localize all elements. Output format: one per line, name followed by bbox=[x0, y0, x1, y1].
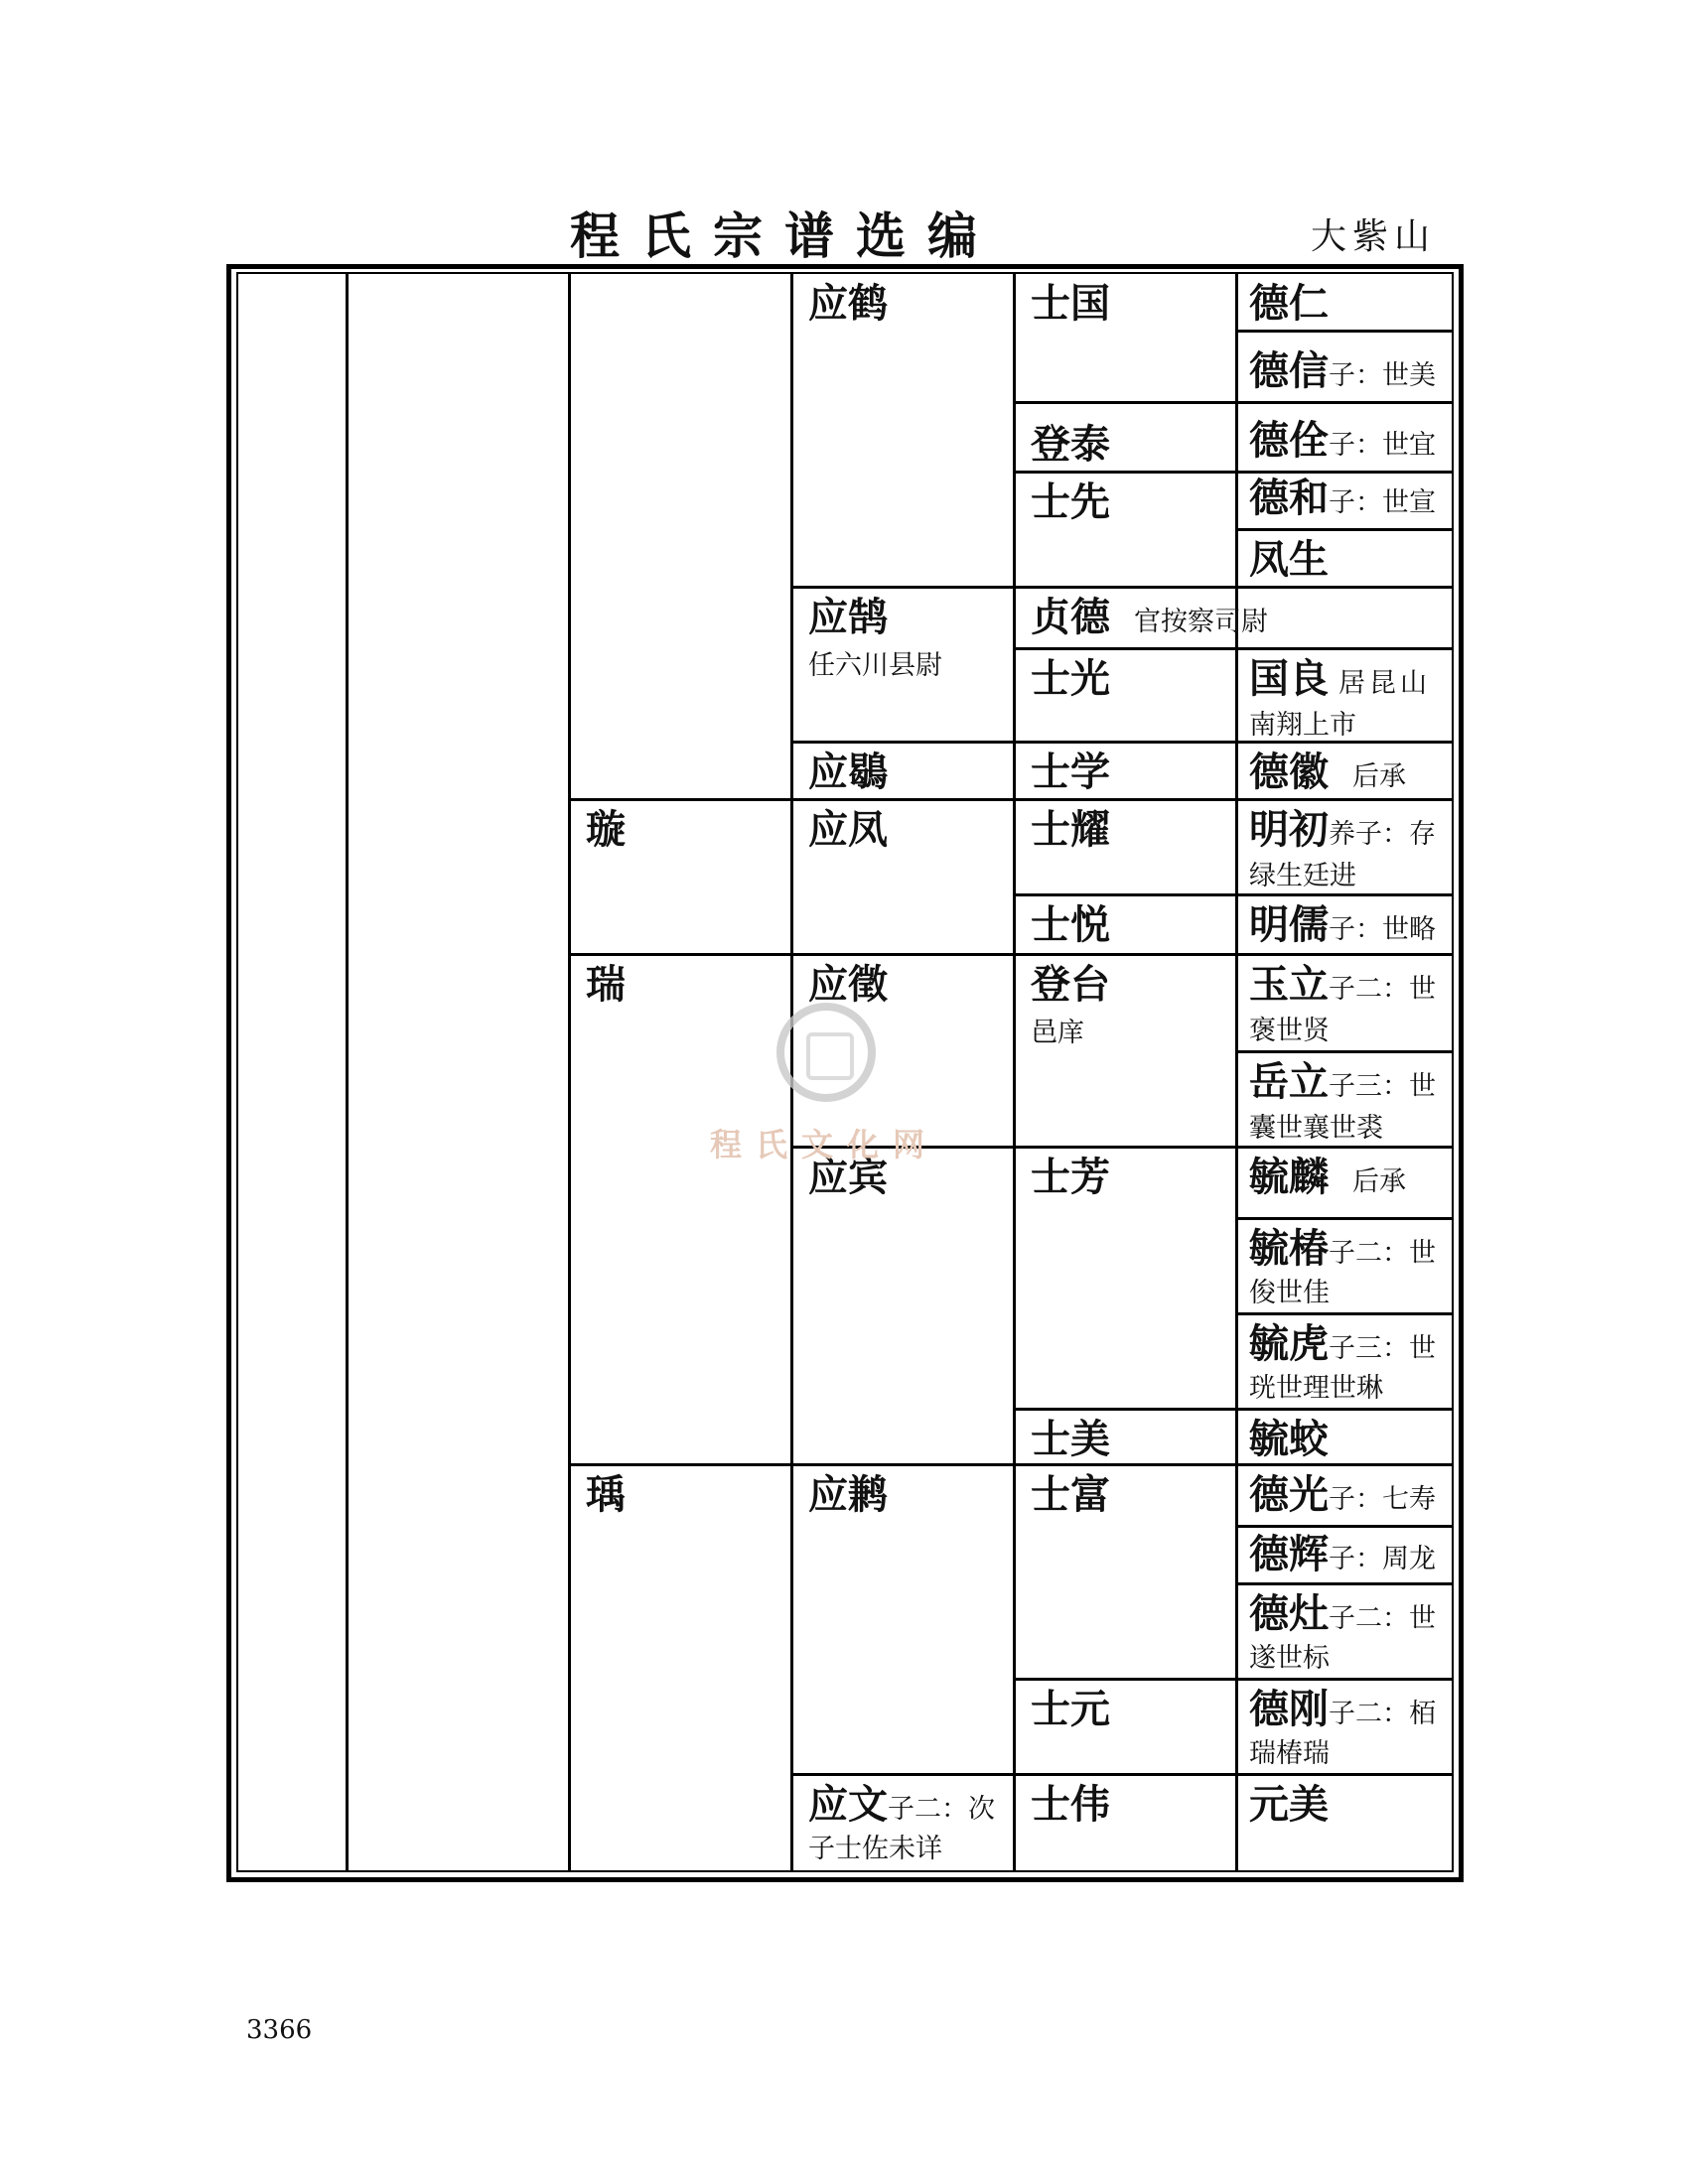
col6-name: 德和子：世宣 bbox=[1249, 475, 1436, 521]
col6-note: 俊世佳 bbox=[1249, 1278, 1330, 1308]
col6-name: 德灶子二：世 bbox=[1249, 1590, 1436, 1637]
col6-name: 明儒子：世略 bbox=[1249, 901, 1436, 948]
col6-note: 褒世贤 bbox=[1249, 1016, 1330, 1046]
col6-name: 德佺子：世宜 bbox=[1249, 417, 1436, 464]
column-divider bbox=[1235, 272, 1238, 1872]
row-divider bbox=[1235, 1050, 1454, 1053]
col6-note: 囊世襄世裘 bbox=[1249, 1113, 1383, 1144]
row-divider bbox=[1013, 647, 1454, 650]
col4-name: 应鹤 bbox=[808, 280, 888, 327]
row-divider bbox=[790, 1773, 1454, 1776]
region-label: 大紫山 bbox=[1311, 216, 1437, 257]
col5-name: 士先 bbox=[1031, 478, 1110, 525]
seal-logo bbox=[776, 1003, 876, 1102]
col6-note: 南翔上市 bbox=[1249, 710, 1356, 741]
col6-name: 玉立子二：世 bbox=[1249, 961, 1436, 1008]
col5-name: 士光 bbox=[1031, 655, 1110, 702]
col5-name: 登泰 bbox=[1031, 421, 1110, 468]
col6-name: 德辉子：周龙 bbox=[1249, 1531, 1436, 1577]
col6-name: 国良 居昆山 bbox=[1249, 655, 1431, 702]
row-divider bbox=[1235, 1582, 1454, 1585]
col4-name: 应鹄 bbox=[808, 594, 888, 640]
col6-note: 遂世标 bbox=[1249, 1643, 1330, 1674]
column-divider bbox=[1013, 272, 1016, 1872]
row-divider bbox=[1235, 330, 1454, 333]
col6-note: 珖世理世琳 bbox=[1249, 1373, 1383, 1404]
col5-name: 士伟 bbox=[1031, 1781, 1110, 1828]
col4-name: 应鶡 bbox=[808, 749, 888, 795]
col6-name: 德光子：七寿 bbox=[1249, 1471, 1436, 1518]
col5-name: 士耀 bbox=[1031, 806, 1110, 853]
col6-name: 毓椿子二：世 bbox=[1249, 1225, 1436, 1272]
col6-name: 毓虎子三：世 bbox=[1249, 1320, 1436, 1367]
row-divider bbox=[1235, 1525, 1454, 1528]
col6-note: 绿生廷进 bbox=[1249, 861, 1356, 891]
col3-name: 璇 bbox=[586, 806, 626, 853]
col6-name: 明初养子：存 bbox=[1249, 806, 1436, 853]
col4-name: 应凤 bbox=[808, 806, 888, 853]
col5-name: 士国 bbox=[1031, 280, 1110, 327]
col6-name: 元美 bbox=[1249, 1781, 1329, 1828]
col4-name: 应徵 bbox=[808, 961, 888, 1008]
col5-note: 邑庠 bbox=[1031, 1018, 1084, 1048]
page-number: 3366 bbox=[246, 2015, 313, 2045]
col4-note: 任六川县尉 bbox=[808, 650, 942, 681]
col6-name: 德徽 后承 bbox=[1249, 749, 1406, 795]
col5-name: 士芳 bbox=[1031, 1154, 1110, 1200]
col5-name: 士元 bbox=[1031, 1686, 1110, 1732]
col3-name: 瑀 bbox=[586, 1471, 626, 1518]
row-divider bbox=[1013, 1678, 1454, 1681]
row-divider bbox=[1235, 1217, 1454, 1220]
row-divider bbox=[790, 586, 1454, 589]
col5-name: 士悦 bbox=[1031, 901, 1110, 948]
col3-name: 瑞 bbox=[586, 961, 626, 1008]
row-divider bbox=[1013, 471, 1454, 474]
col6-name: 德信子：世美 bbox=[1249, 347, 1436, 394]
page-title: 程氏宗谱选编 bbox=[570, 206, 999, 265]
column-divider bbox=[346, 272, 349, 1872]
row-divider bbox=[1013, 893, 1454, 896]
column-divider bbox=[568, 272, 571, 1872]
col6-name: 毓麟 后承 bbox=[1249, 1154, 1406, 1200]
row-divider bbox=[1235, 528, 1454, 531]
col5-name: 贞德 官按察司尉 bbox=[1031, 594, 1268, 640]
col6-name: 德刚子二：栢 bbox=[1249, 1686, 1436, 1732]
col4-name: 应鹣 bbox=[808, 1471, 888, 1518]
row-divider bbox=[1013, 401, 1454, 404]
col5-name: 登台 bbox=[1031, 961, 1110, 1008]
col4-name: 应宾 bbox=[808, 1154, 888, 1200]
col6-note: 瑞椿瑞 bbox=[1249, 1738, 1330, 1769]
col6-name: 毓蛟 bbox=[1249, 1416, 1329, 1462]
col5-name: 士富 bbox=[1031, 1471, 1110, 1518]
col6-name: 德仁 bbox=[1249, 280, 1329, 327]
watermark-text: 程氏文化网 bbox=[710, 1126, 939, 1163]
col5-name: 士美 bbox=[1031, 1416, 1110, 1462]
col4-note: 子士佐未详 bbox=[808, 1834, 942, 1864]
col4-name: 应文子二：次 bbox=[808, 1781, 995, 1828]
row-divider bbox=[568, 953, 1454, 956]
row-divider bbox=[1013, 1408, 1454, 1411]
col5-name: 士学 bbox=[1031, 749, 1110, 795]
col6-name: 岳立子三：世 bbox=[1249, 1058, 1436, 1105]
col6-name: 凤生 bbox=[1249, 536, 1329, 583]
row-divider bbox=[1235, 1312, 1454, 1315]
row-divider bbox=[568, 1463, 1454, 1466]
